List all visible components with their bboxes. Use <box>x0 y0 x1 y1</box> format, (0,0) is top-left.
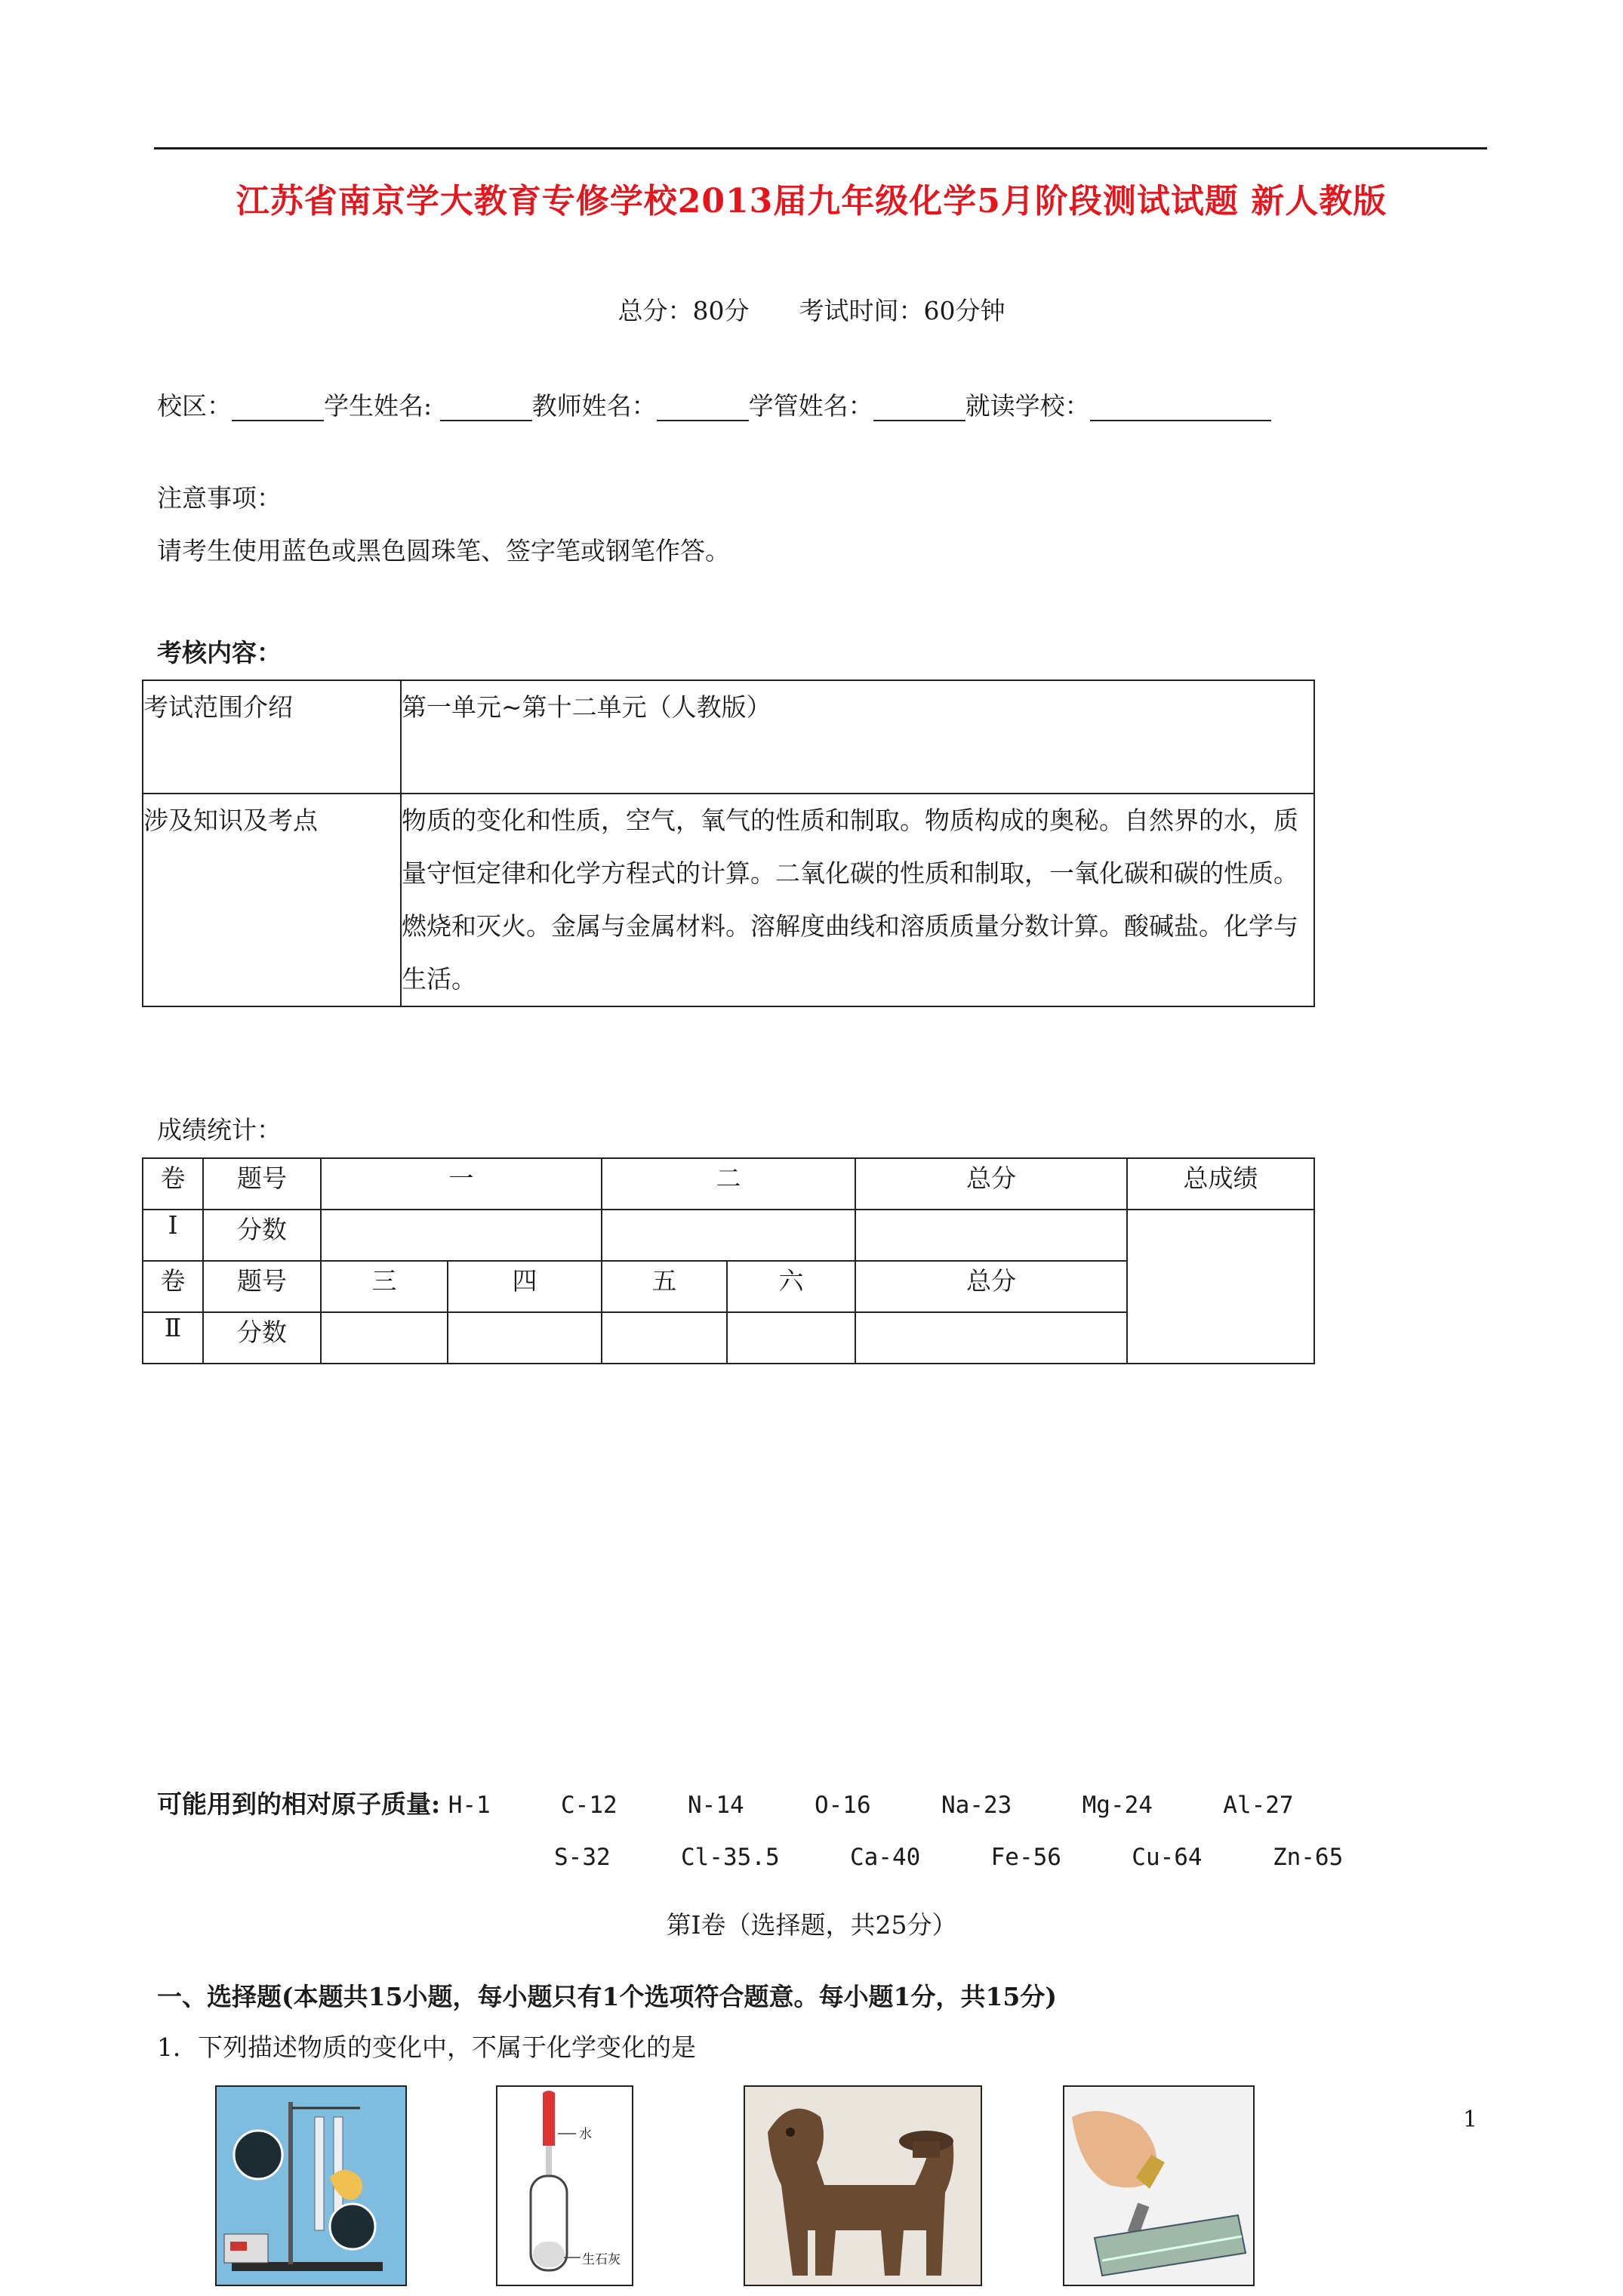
campus-blank[interactable] <box>232 396 324 421</box>
question-1: 1．下列描述物质的变化中，不属于化学变化的是 <box>157 2032 696 2062</box>
score-table <box>142 1157 1315 1364</box>
student-label: 学生姓名: <box>324 391 433 421</box>
col-1: 一 <box>321 1158 602 1210</box>
document-title: 江苏省南京学大教育专修学校2013届九年级化学5月阶段测试试题 新人教版 <box>236 182 1387 220</box>
col-total-1: 总分 <box>855 1158 1127 1210</box>
scope-value-2: 物质的变化和性质，空气，氧气的性质和制取。物质构成的奥秘。自然界的水，质量守恒定律和化学方程式的计算。二氧化碳的性质和制取，一氧化碳和碳的性质。燃烧和灭火。金属与金属材料。溶解度曲线和溶质质量分数计算。酸碱盐。化学与生活。 <box>401 794 1314 1006</box>
mass-o: O-16 <box>814 1792 871 1819</box>
statue-icon <box>745 2087 981 2285</box>
scope-label-2: 涉及知识及考点 <box>143 794 401 1006</box>
score-cell-5[interactable] <box>602 1312 727 1364</box>
mass-h: H-1 <box>448 1792 491 1819</box>
mass-zn: Zn-65 <box>1272 1844 1344 1871</box>
teacher-label: 教师姓名： <box>531 391 657 421</box>
mass-fe: Fe-56 <box>990 1844 1061 1871</box>
vol1-label-b: Ⅰ <box>143 1210 203 1261</box>
vol2-label-b: Ⅱ <box>143 1312 203 1364</box>
part1-heading: 第Ⅰ卷（选择题，共25分） <box>666 1910 957 1940</box>
score-cell-total-2[interactable] <box>855 1312 1127 1364</box>
q-label-1: 题号 <box>203 1158 321 1210</box>
col-6: 六 <box>727 1261 855 1312</box>
stone-lion-statue-image <box>744 2085 982 2286</box>
mass-c: C-12 <box>561 1792 617 1819</box>
score-cell-3[interactable] <box>321 1312 448 1364</box>
q-label-2: 题号 <box>203 1261 321 1312</box>
glass-cutter-icon <box>1064 2087 1253 2285</box>
col-grand-total: 总成绩 <box>1127 1158 1314 1210</box>
mass-n: N-14 <box>688 1792 744 1819</box>
mass-na: Na-23 <box>941 1792 1012 1819</box>
mass-s: S-32 <box>554 1844 611 1871</box>
score-cell-1[interactable] <box>321 1210 602 1261</box>
fields-row <box>157 391 1271 421</box>
atomic-mass-line-2 <box>554 1842 1343 1872</box>
mass-ca: Ca-40 <box>849 1844 921 1871</box>
school-label: 就读学校： <box>965 391 1090 421</box>
score-cell-6[interactable] <box>727 1312 855 1364</box>
col-2: 二 <box>602 1158 855 1210</box>
scope-value-1: 第一单元~第十二单元（人教版） <box>401 680 1314 794</box>
score-cell-grand-total[interactable] <box>1127 1210 1314 1364</box>
student-blank[interactable] <box>440 396 532 421</box>
electrolysis-apparatus-image <box>215 2085 407 2286</box>
s-label-2: 分数 <box>203 1312 321 1364</box>
col-3: 三 <box>321 1261 448 1312</box>
page-number: 1 <box>1463 2106 1478 2133</box>
notice-heading: 注意事项： <box>157 483 282 513</box>
s-label-1: 分数 <box>203 1210 321 1261</box>
atomic-mass-line-1 <box>157 1789 1294 1820</box>
electrolysis-icon <box>217 2087 405 2285</box>
scope-table <box>142 680 1315 1007</box>
score-cell-4[interactable] <box>448 1312 602 1364</box>
campus-label: 校区： <box>157 391 232 421</box>
col-4: 四 <box>448 1261 602 1312</box>
col-5: 五 <box>602 1261 727 1312</box>
score-cell-2[interactable] <box>602 1210 855 1261</box>
vol1-label-a: 卷 <box>143 1158 203 1210</box>
tube-label-lime: 生石灰 <box>582 2252 621 2267</box>
scope-label-1: 考试范围介绍 <box>143 680 401 794</box>
school-blank[interactable] <box>1090 396 1271 421</box>
assessment-heading: 考核内容： <box>157 638 282 667</box>
vol2-label-a: 卷 <box>143 1261 203 1312</box>
mass-cu: Cu-64 <box>1132 1844 1203 1871</box>
notice-text: 请考生使用蓝色或黑色圆珠笔、签字笔或钢笔作答。 <box>157 536 730 566</box>
mass-al: Al-27 <box>1223 1792 1294 1819</box>
tube-label-water: 水 <box>579 2127 592 2142</box>
test-tube-image <box>496 2085 633 2286</box>
score-heading: 成绩统计： <box>157 1115 282 1145</box>
teacher-blank[interactable] <box>657 396 749 421</box>
manager-blank[interactable] <box>873 396 965 421</box>
col-total-2: 总分 <box>855 1261 1127 1312</box>
score-cell-total-1[interactable] <box>855 1210 1127 1261</box>
glass-cutting-image <box>1063 2085 1255 2286</box>
top-rule <box>154 147 1487 149</box>
mass-mg: Mg-24 <box>1082 1792 1153 1819</box>
manager-label: 学管姓名： <box>748 391 873 421</box>
mass-cl: Cl-35.5 <box>680 1844 780 1871</box>
atomic-mass-heading: 可能用到的相对原子质量: <box>157 1789 441 1819</box>
section1-heading: 一、选择题(本题共15小题，每小题只有1个选项符合题意。每小题1分，共15分) <box>157 1982 1057 2011</box>
exam-info: 总分：80分 考试时间：60分钟 <box>617 296 1006 325</box>
